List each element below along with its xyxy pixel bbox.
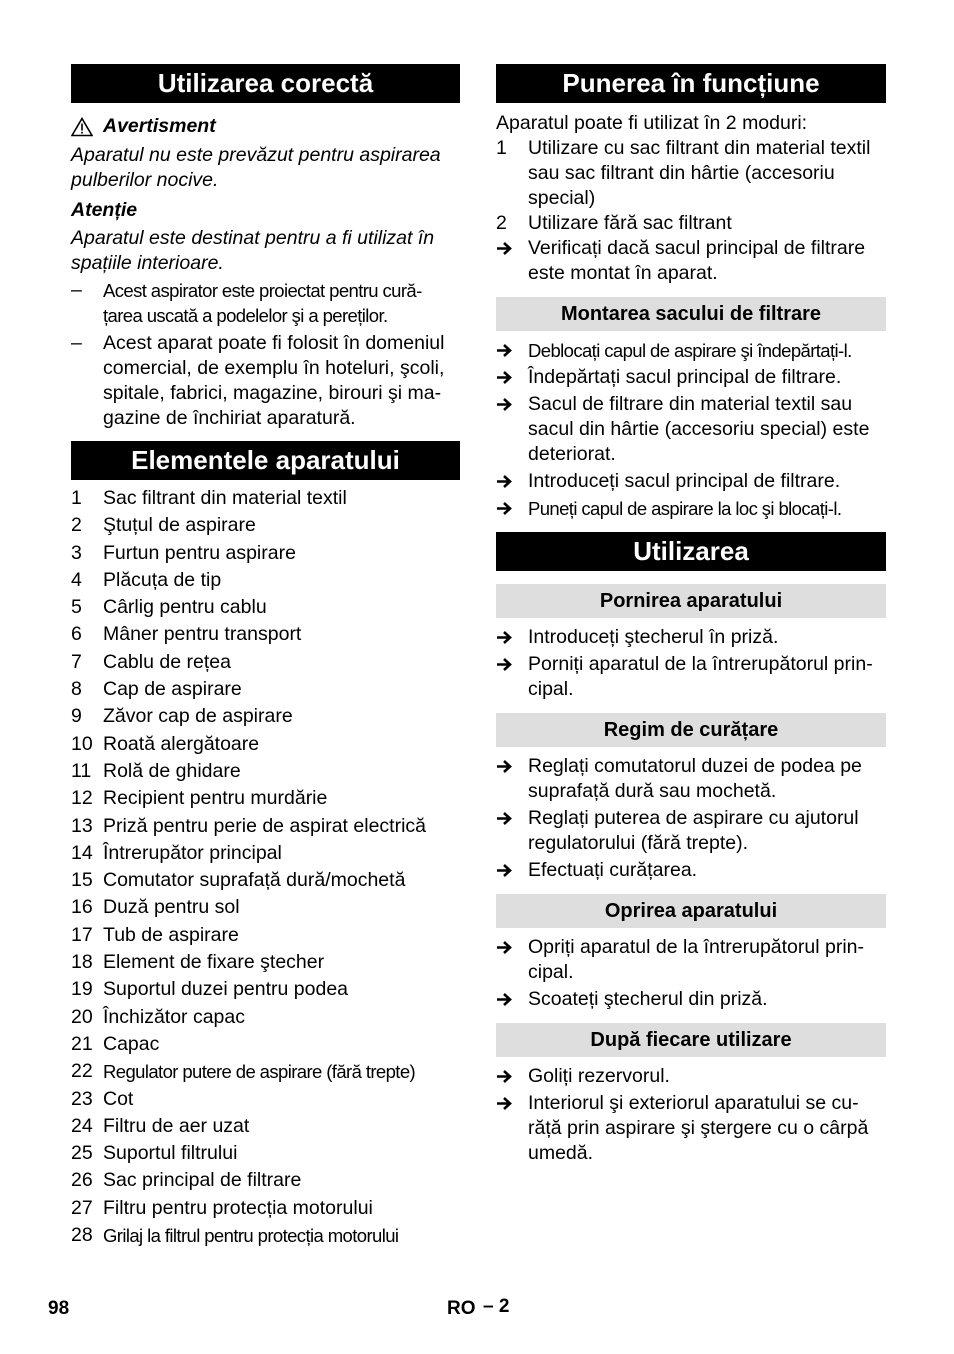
list-item-number: 28 [71,1224,93,1247]
step-text: Interiorul şi exteriorul aparatului se cu-răță prin aspirare şi ştergere cu o cârpă umedă. [528,1092,869,1164]
pornire-steps [496,625,886,702]
list-item [71,1058,460,1085]
mode-item [496,136,886,211]
list-item [71,703,460,730]
list-item-text: Sac principal de filtrare [103,1169,302,1192]
arrow-right-icon [496,992,513,1007]
step-arrow [496,392,528,467]
list-item [71,1086,460,1113]
list-item [71,758,460,785]
arrow-right-icon [496,241,513,256]
list-item-number: 16 [71,896,93,919]
list-item-text: Roată alergătoare [103,732,260,755]
list-item-number: 11 [71,759,92,782]
list-item-text: Tub de aspirare [103,923,239,946]
list-item [71,867,460,894]
step-text: Introduceți ştecherul în priză. [528,626,779,648]
mode-text: Utilizare fără sac filtrant [528,212,732,234]
list-item-text: Capac [103,1032,160,1055]
subsection-pornirea-aparatului: Pornirea aparatului [496,584,886,618]
list-item [71,485,460,512]
arrow-right-icon [496,940,513,955]
step-arrow [496,1091,528,1166]
subsection-oprirea-aparatului: Oprirea aparatului [496,894,886,928]
list-item-number: 24 [71,1114,93,1137]
step-arrow [496,806,528,856]
attention-text: Aparatul este destinat pentru a fi utilizat în spațiile interioare. [71,227,435,274]
step-arrow [496,652,528,702]
modes-list [496,136,886,236]
list-item-number: 25 [71,1142,93,1165]
list-item [71,976,460,1003]
list-item-text: Regulator putere de aspirare (fără trepte) [103,1061,416,1083]
list-item-number: 13 [71,814,93,837]
list-item-number: 26 [71,1169,93,1192]
step-arrow [496,1064,528,1089]
step-text: Deblocați capul de aspirare şi îndepărtați-l. [528,340,852,361]
arrow-right-icon [496,1096,513,1111]
step-arrow [496,236,528,286]
step-item [496,496,886,521]
arrow-right-icon [496,1069,513,1084]
arrow-right-icon [496,474,513,489]
step-item [496,858,886,883]
list-item-number: 22 [71,1060,93,1083]
list-item-text: Sac filtrant din material textil [103,487,347,509]
step-arrow [496,935,528,985]
warning-text: Aparatul nu este prevăzut pentru aspirarea pulberilor nocive. [71,144,441,191]
list-item [71,621,460,648]
arrow-right-icon [496,501,513,516]
list-item-text: Suportul duzei pentru podea [103,978,349,1001]
dash-item-text: Acest aspirator este proiectat pentru cură-țarea uscată a podelelor şi a pereților. [103,280,422,326]
step-item [496,1091,886,1166]
list-item-number: 7 [71,650,82,673]
step-item [496,365,886,390]
step-text: Efectuați curățarea. [528,859,698,881]
list-item-number: 3 [71,541,82,564]
list-item [71,785,460,812]
step-text: Scoateți ştecherul din priză. [528,988,768,1010]
step-item [496,1064,886,1089]
step-arrow [496,365,528,390]
list-item-text: Cârlig pentru cablu [103,596,267,619]
mode-number: 1 [496,137,507,159]
step-item [496,625,886,650]
elements-list [71,485,460,1249]
step-arrow [496,496,528,521]
step-item [496,754,886,804]
list-item-text: Plăcuța de tip [103,568,222,591]
step-item [496,392,886,467]
list-item-number: 23 [71,1087,93,1110]
regim-steps [496,754,886,883]
list-item [71,922,460,949]
arrow-right-icon [496,370,513,385]
step-text: Introduceți sacul principal de filtrare. [528,470,841,492]
right-column [496,64,886,1168]
list-item-number: 8 [71,678,82,701]
list-item [71,1167,460,1194]
list-item [71,1222,460,1249]
language-code: RO [447,1298,476,1319]
step-arrow [496,469,528,494]
list-item-number: 1 [71,487,82,509]
step-item [496,469,886,494]
arrow-right-icon [496,343,513,358]
step-text: Verificați dacă sacul principal de filtrare este montat în aparat. [528,237,866,284]
step-text: Porniți aparatul de la întrerupătorul prin-cipal. [528,653,873,700]
list-item-text: Comutator suprafață dură/mochetă [103,869,406,892]
step-text: Reglați comutatorul duzei de podea pe suprafață dură sau mochetă. [528,755,862,802]
list-item-text: Cot [103,1087,134,1110]
step-arrow [496,338,528,363]
oprire-steps [496,935,886,1012]
subsection-regim-de-curatare: Regim de curățare [496,713,886,747]
list-item-text: Suportul filtrului [103,1142,238,1165]
step-item [496,338,886,363]
dash-marker: – [71,279,82,301]
attention-label: Atenție [71,199,138,221]
list-item-number: 21 [71,1032,93,1055]
list-item-number: 27 [71,1196,93,1219]
step-text: Îndepărtați sacul principal de filtrare. [528,366,842,388]
list-item-text: Cap de aspirare [103,678,242,701]
step-text: Goliți rezervorul. [528,1065,670,1087]
list-item [71,731,460,758]
step-text: Opriți aparatul de la întrerupătorul prin-cipal. [528,936,865,983]
step-text: Puneți capul de aspirare la loc şi blocați-l. [528,498,842,519]
list-item-number: 12 [71,787,93,810]
list-item [71,649,460,676]
section-title-elementele-aparatului: Elementele aparatului [71,441,460,480]
arrow-right-icon [496,630,513,645]
dash-item-text: Acest aparat poate fi folosit în domeniul comercial, de exemplu în hoteluri, şcoli, spitale, fabrici, magazine, birouri şi ma-gazine de închiriat aparatură. [103,332,445,429]
list-item-number: 10 [71,732,93,755]
list-item-text: Priză pentru perie de aspirat electrică [103,814,426,837]
arrow-right-icon [496,863,513,878]
step-item [496,806,886,856]
list-item [71,894,460,921]
arrow-right-icon [496,657,513,672]
dupa-steps [496,1064,886,1166]
page-number: 98 [48,1298,70,1319]
list-item-text: Grilaj la filtrul pentru protecția motorului [103,1225,399,1247]
section-title-utilizarea-corecta: Utilizarea corectă [71,64,460,103]
mode-item [496,211,886,236]
list-item-number: 20 [71,1005,93,1028]
check-step [496,236,886,286]
step-item [496,236,886,286]
warning-heading [71,115,460,138]
list-item-number: 19 [71,978,93,1001]
list-item [71,949,460,976]
list-item [71,840,460,867]
montare-steps [496,338,886,521]
list-item-text: Filtru de aer uzat [103,1114,250,1137]
list-item-text: Mâner pentru transport [103,623,302,646]
list-item [71,1004,460,1031]
dash-item [71,331,460,431]
list-item-number: 9 [71,705,82,728]
list-item [71,1195,460,1222]
list-item-number: 5 [71,596,82,619]
step-arrow [496,858,528,883]
warning-label: Avertisment [103,115,216,137]
list-item-number: 15 [71,869,93,892]
list-item-text: Element de fixare ştecher [103,951,325,974]
step-item [496,935,886,985]
arrow-right-icon [496,759,513,774]
dash-item [71,278,460,328]
list-item-text: Ştuțul de aspirare [103,514,256,537]
mode-text: Utilizare cu sac filtrant din material textil sau sac filtrant din hârtie (accesoriu special) [528,137,871,209]
list-item [71,540,460,567]
subsection-montarea-sacului: Montarea sacului de filtrare [496,297,886,331]
dash-marker: – [71,332,82,354]
list-item [71,1031,460,1058]
list-item-text: Rolă de ghidare [103,759,241,782]
list-item-text: Recipient pentru murdărie [103,787,328,810]
list-item [71,813,460,840]
intro-text: Aparatul poate fi utilizat în 2 moduri: [496,112,808,134]
mode-number: 2 [496,212,507,234]
section-title-punerea-in-functiune: Punerea în funcțiune [496,64,886,103]
list-item-number: 18 [71,951,93,974]
list-item-text: Duză pentru sol [103,896,240,919]
section-title-utilizarea: Utilizarea [496,532,886,571]
step-text: Sacul de filtrare din material textil sau sacul din hârtie (accesoriu special) este deteriorat. [528,393,870,465]
list-item [71,676,460,703]
list-item [71,1113,460,1140]
step-arrow [496,987,528,1012]
list-item-number: 17 [71,923,93,946]
page-sub-number: – 2 [483,1296,510,1317]
arrow-right-icon [496,811,513,826]
list-item [71,1140,460,1167]
list-item-number: 6 [71,623,82,646]
subsection-dupa-fiecare-utilizare: După fiecare utilizare [496,1023,886,1057]
step-arrow [496,625,528,650]
list-item-text: Cablu de rețea [103,650,231,673]
warning-triangle-icon [71,117,93,137]
list-item-number: 2 [71,514,82,537]
list-item-text: Zăvor cap de aspirare [103,705,293,728]
step-text: Reglați puterea de aspirare cu ajutorul regulatorului (fără trepte). [528,807,859,854]
list-item-number: 14 [71,841,93,864]
list-item-text: Închizător capac [103,1005,245,1028]
list-item [71,567,460,594]
list-item-number: 4 [71,568,82,591]
list-item [71,594,460,621]
arrow-right-icon [496,397,513,412]
list-item-text: Întrerupător principal [103,841,282,864]
step-item [496,987,886,1012]
list-item [71,512,460,539]
step-arrow [496,754,528,804]
list-item-text: Furtun pentru aspirare [103,541,296,564]
step-item [496,652,886,702]
left-column [71,64,460,1249]
list-item-text: Filtru pentru protecția motorului [103,1196,373,1219]
